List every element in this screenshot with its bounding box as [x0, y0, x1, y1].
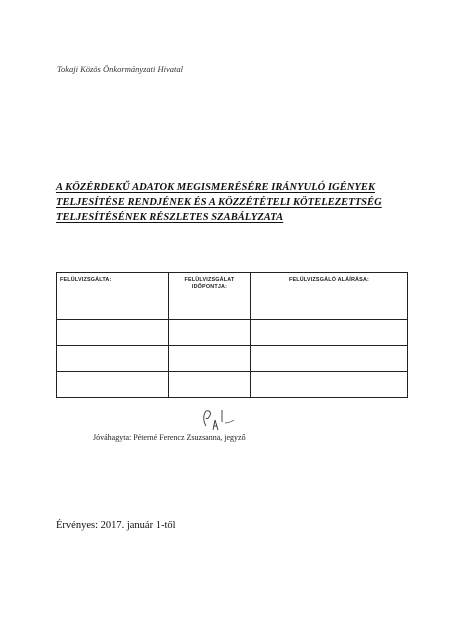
table-cell [169, 320, 251, 346]
table-cell [169, 372, 251, 398]
valid-from: Érvényes: 2017. január 1-től [56, 520, 176, 531]
title-line: A KÖZÉRDEKŰ ADATOK MEGISMERÉSÉRE IRÁNYULÓ IGÉNYEK [56, 182, 375, 193]
approved-by: Jóváhagyta: Péterné Ferencz Zsuzsanna, jegyző [93, 433, 246, 442]
issuing-office: Tokaji Közös Önkormányzati Hivatal [57, 64, 184, 74]
title-line: TELJESÍTÉSÉNEK RÉSZLETES SZABÁLYZATA [56, 212, 284, 223]
table-row [57, 346, 408, 372]
table-cell [169, 346, 251, 372]
table-cell [251, 372, 408, 398]
table-row [57, 320, 408, 346]
table-cell [251, 320, 408, 346]
table-cell [57, 346, 169, 372]
table-row [57, 372, 408, 398]
title-line: TELJESÍTÉSE RENDJÉNEK ÉS A KÖZZÉTÉTELI KÖTELEZETTSÉG [56, 197, 382, 208]
document-title [56, 180, 416, 225]
table-cell [251, 346, 408, 372]
review-table [56, 272, 408, 398]
handwritten-signature [201, 408, 235, 432]
review-table-header [57, 273, 408, 320]
table-cell [57, 372, 169, 398]
header-cell-review-date: FELÜLVIZSGÁLAT IDŐPONTJA: [169, 273, 251, 320]
header-cell-signature: FELÜLVIZSGÁLÓ ALÁÍRÁSA: [251, 273, 408, 320]
table-cell [57, 320, 169, 346]
header-cell-reviewer: FELÜLVIZSGÁLTA: [57, 273, 169, 320]
